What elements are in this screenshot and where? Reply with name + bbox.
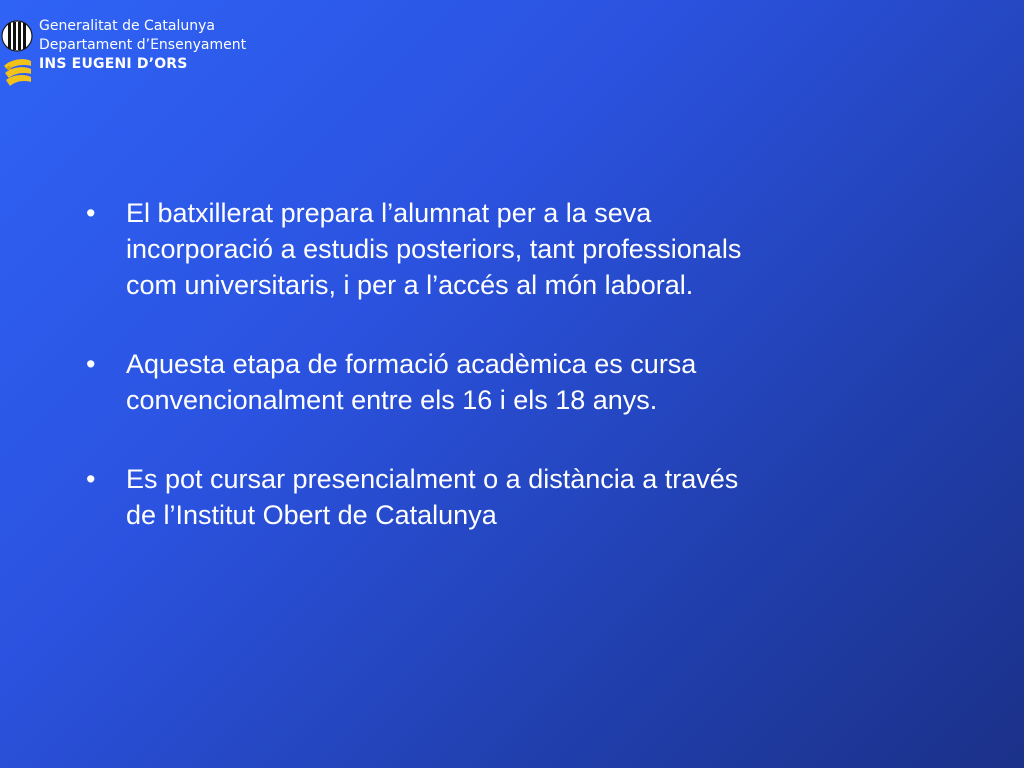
bullet-line: incorporació a estudis posteriors, tant professionals — [126, 234, 742, 264]
department-name: Departament d’Ensenyament — [39, 37, 247, 53]
bullet-line: El batxillerat prepara l’alumnat per a la seva — [126, 198, 652, 228]
bullet-line: com universitaris, i per a l’accés al món laboral. — [126, 270, 694, 300]
bullet-dot: • — [86, 198, 96, 228]
bullet-line: convencionalment entre els 16 i els 18 anys. — [126, 385, 658, 415]
government-name: Generalitat de Catalunya — [39, 18, 215, 34]
generalitat-logo-icon — [0, 18, 36, 88]
bullet-item — [86, 461, 926, 533]
bullet-item — [86, 195, 926, 303]
bullet-item — [86, 346, 926, 418]
bullet-line: Es pot cursar presencialment o a distància a través — [126, 464, 739, 494]
bullet-list — [86, 195, 926, 576]
bullet-line: Aquesta etapa de formació acadèmica es cursa — [126, 349, 697, 379]
bullet-line: de l’Institut Obert de Catalunya — [126, 500, 497, 530]
bullet-dot: • — [86, 464, 96, 494]
institution-text-block — [39, 17, 246, 74]
header — [0, 14, 300, 94]
bullet-dot: • — [86, 349, 96, 379]
school-name: INS EUGENI D’ORS — [39, 56, 188, 72]
